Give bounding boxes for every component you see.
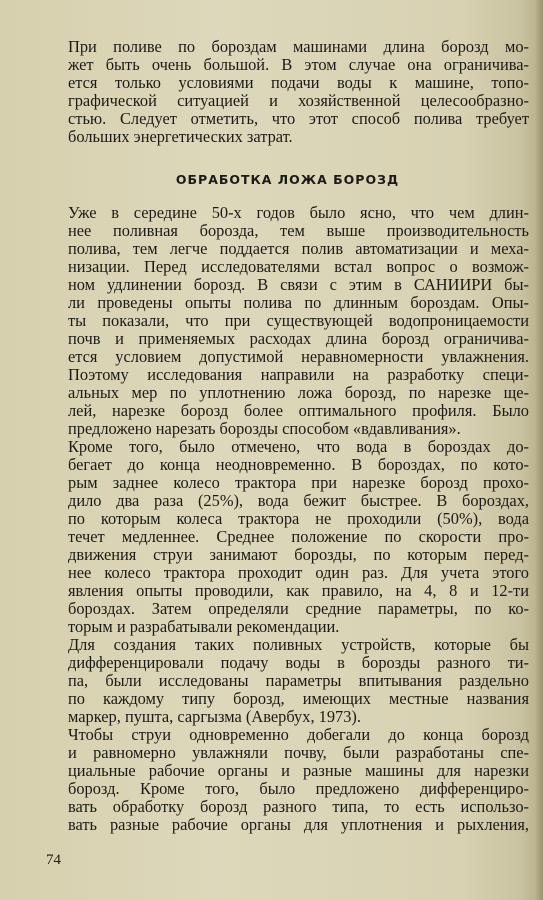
text-line: ты показали, что при существующей водопроницаемости	[68, 312, 529, 330]
paragraph-2	[46, 204, 529, 438]
text-line: бегает до конца неодновременно. В бороздах, по кото-	[68, 456, 529, 474]
text-line: течет медленнее. Среднее положение по скорости про-	[68, 528, 529, 546]
text-line: по каждому типу борозд, имеющих местные названия	[68, 690, 529, 708]
text-line: стью. Следует отметить, что этот способ полива требует	[68, 110, 529, 128]
text-line: вать разные рабочие органы для уплотнения и рыхления,	[68, 816, 529, 834]
text-line: ли проведены опыты полива по длинным бороздам. Опы-	[68, 294, 529, 312]
main-text	[46, 204, 529, 834]
paragraph-irrigation-machines	[46, 38, 529, 146]
paragraph-5	[46, 726, 529, 834]
text-line: Поэтому исследования направили на разработку специ-	[68, 366, 529, 384]
paragraph-3	[46, 438, 529, 636]
page-number: 74	[46, 852, 61, 868]
text-line: па, были исследованы параметры впитывания раздельно	[68, 672, 529, 690]
text-line: вать обработку борозд разного типа, то есть использо-	[68, 798, 529, 816]
text-line: ется условием допустимой неравномерности увлажнения.	[68, 348, 529, 366]
text-line: Кроме того, было отмечено, что вода в бороздах до-	[68, 438, 529, 456]
page-edge-shadow	[535, 0, 543, 900]
paragraph-4	[46, 636, 529, 726]
text-line: больших энергетических затрат.	[68, 128, 293, 146]
paragraph-1	[46, 38, 529, 146]
text-line: графической ситуацией и хозяйственной целесообразно-	[68, 92, 529, 110]
text-line: лей, нарезке борозд более оптимального профиля. Было	[68, 402, 529, 420]
text-line: дифференцировали подачу воды в борозды разного ти-	[68, 654, 529, 672]
text-line: Чтобы струи одновременно добегали до конца борозд	[68, 726, 529, 744]
text-line: маркер, пушта, саргызма (Авербух, 1973).	[68, 708, 361, 726]
text-line: почв и применяемых расходах длина борозд ограничива-	[68, 330, 529, 348]
text-line: по которым колеса трактора не проходили (50%), вода	[68, 510, 529, 528]
text-line: бороздах. Затем определяли средние параметры, по ко-	[68, 600, 529, 618]
text-line: торым и разрабатывали рекомендации.	[68, 618, 340, 636]
text-line: циальные рабочие органы и разные машины для нарезки	[68, 762, 529, 780]
text-line: нее колесо трактора проходит один раз. Для учета этого	[68, 564, 529, 582]
text-line: Для создания таких поливных устройств, которые бы	[68, 636, 529, 654]
text-line: рым заднее колесо трактора при нарезке борозд прохо-	[68, 474, 529, 492]
text-line: и равномерно увлажняли почву, были разработаны спе-	[68, 744, 529, 762]
text-line: Уже в середине 50-х годов было ясно, что чем длин-	[68, 204, 529, 222]
text-line: При поливе по бороздам машинами длина борозд мо-	[68, 38, 529, 56]
text-line: полива, тем легче поддается полив автоматизации и меха-	[68, 240, 529, 258]
text-line: ном удлинении борозд. В связи с этим в САНИИРИ бы-	[68, 276, 529, 294]
text-line: нее поливная борозда, тем выше производительность	[68, 222, 529, 240]
text-line: явления опыты проводили, как правило, на 4, 8 и 12-ти	[68, 582, 529, 600]
section-heading: ОБРАБОТКА ЛОЖА БОРОЗД	[175, 172, 400, 187]
text-line: жет быть очень большой. В этом случае она ограничива-	[68, 56, 529, 74]
text-line: борозд. Кроме того, было предложено дифференциро-	[68, 780, 529, 798]
text-line: низации. Перед исследователями встал вопрос о возмож-	[68, 258, 529, 276]
text-line: предложено нарезать борозды способом «вдавливания».	[68, 420, 461, 438]
text-line: движения струи занимают борозды, по которым перед-	[68, 546, 529, 564]
text-line: дило два раза (25%), вода бежит быстрее. В бороздах,	[68, 492, 529, 510]
text-line: ется только условиями подачи воды к машине, топо-	[68, 74, 529, 92]
text-line: альных мер по уплотнению ложа борозд, по нарезке ще-	[68, 384, 529, 402]
